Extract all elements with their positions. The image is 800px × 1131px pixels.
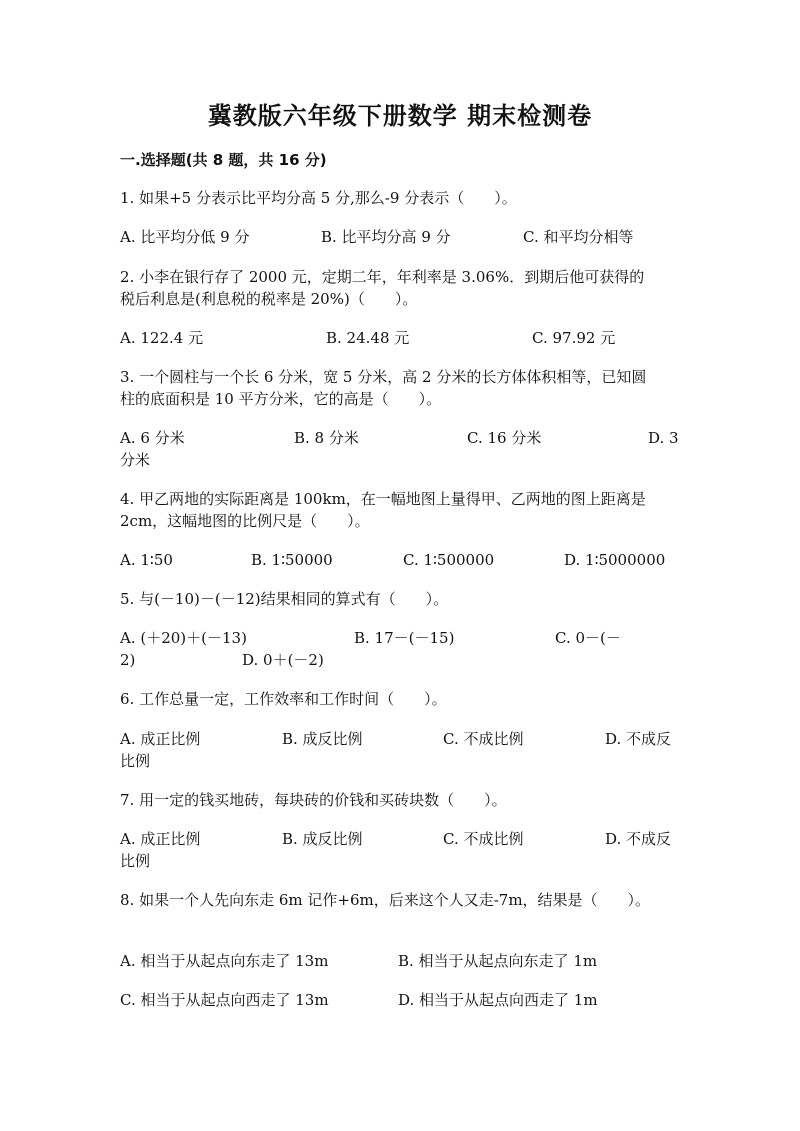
q3-option-b: B. 8 分米 [294, 429, 359, 447]
question-3-stem-line2: 柱的底面积是 10 平方分米，它的高是（ ）。 [120, 390, 442, 408]
q3-option-d: D. 3 [648, 429, 679, 447]
section-heading: 一.选择题(共 8 题，共 16 分) [120, 151, 327, 169]
q7-option-d-continued: 比例 [120, 852, 151, 870]
q2-option-c: C. 97.92 元 [532, 329, 616, 347]
question-5-stem: 5. 与(－10)－(－12)结果相同的算式有（ ）。 [120, 590, 449, 608]
q5-option-d: D. 0＋(－2) [242, 651, 324, 669]
question-7-stem: 7. 用一定的钱买地砖，每块砖的价钱和买砖块数（ ）。 [120, 791, 507, 809]
question-2-stem-line2: 税后利息是(利息税的税率是 20%)（ ）。 [120, 290, 418, 308]
q1-option-b: B. 比平均分高 9 分 [321, 228, 451, 246]
q1-option-c: C. 和平均分相等 [523, 228, 634, 246]
page-title: 冀教版六年级下册数学 期末检测卷 [207, 102, 593, 130]
q6-option-c: C. 不成比例 [443, 730, 524, 748]
q2-option-a: A. 122.4 元 [120, 329, 204, 347]
q8-option-d: D. 相当于从起点向西走了 1m [398, 991, 598, 1009]
q6-option-d-continued: 比例 [120, 752, 151, 770]
question-3-stem-line1: 3. 一个圆柱与一个长 6 分米，宽 5 分米，高 2 分米的长方体体积相等，已知圆 [120, 368, 647, 386]
q3-option-d-continued: 分米 [120, 451, 151, 469]
q3-option-c: C. 16 分米 [467, 429, 542, 447]
q7-option-b: B. 成反比例 [282, 830, 363, 848]
q3-option-a: A. 6 分米 [120, 429, 185, 447]
q7-option-d: D. 不成反 [605, 830, 672, 848]
question-2-stem-line1: 2. 小李在银行存了 2000 元，定期二年，年利率是 3.06%．到期后他可获得的 [120, 268, 645, 286]
q7-option-a: A. 成正比例 [120, 830, 201, 848]
q6-option-a: A. 成正比例 [120, 730, 201, 748]
q5-option-c: C. 0－(－ [555, 629, 621, 647]
question-8-stem: 8. 如果一个人先向东走 6m 记作+6m，后来这个人又走-7m，结果是（ ）。 [120, 891, 651, 909]
q4-option-b: B. 1∶50000 [251, 551, 333, 569]
q4-option-a: A. 1∶50 [120, 551, 173, 569]
q5-option-a: A. (＋20)＋(－13) [120, 629, 247, 647]
q7-option-c: C. 不成比例 [443, 830, 524, 848]
q2-option-b: B. 24.48 元 [326, 329, 410, 347]
question-4-stem-line2: 2cm，这幅地图的比例尺是（ ）。 [120, 512, 370, 530]
q5-option-b: B. 17－(－15) [354, 629, 455, 647]
q1-option-a: A. 比平均分低 9 分 [120, 228, 250, 246]
q4-option-d: D. 1∶5000000 [564, 551, 666, 569]
question-4-stem-line1: 4. 甲乙两地的实际距离是 100km，在一幅地图上量得甲、乙两地的图上距离是 [120, 490, 646, 508]
q6-option-d: D. 不成反 [605, 730, 672, 748]
q6-option-b: B. 成反比例 [282, 730, 363, 748]
q8-option-a: A. 相当于从起点向东走了 13m [120, 952, 329, 970]
question-1-stem: 1. 如果+5 分表示比平均分高 5 分,那么-9 分表示（ ）。 [120, 189, 517, 207]
q5-option-c-continued: 2) [120, 651, 136, 669]
question-6-stem: 6. 工作总量一定，工作效率和工作时间（ ）。 [120, 690, 447, 708]
q8-option-b: B. 相当于从起点向东走了 1m [398, 952, 598, 970]
q8-option-c: C. 相当于从起点向西走了 13m [120, 991, 329, 1009]
q4-option-c: C. 1∶500000 [403, 551, 495, 569]
